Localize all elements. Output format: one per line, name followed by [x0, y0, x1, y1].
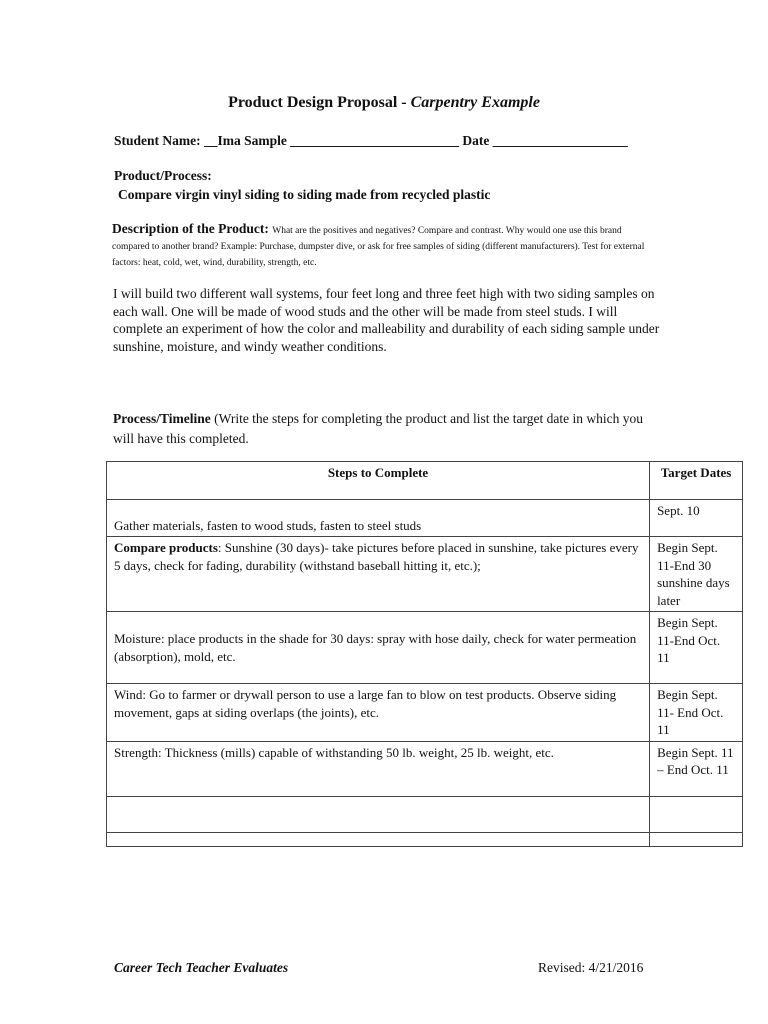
- step-bold-label: Compare products: [114, 540, 218, 555]
- step-cell: Wind: Go to farmer or drywall person to use a large fan to blow on test products. Observe siding movement, gaps at siding overlaps (the joints), etc.: [107, 684, 650, 742]
- table-row: [107, 612, 743, 684]
- title-main: Product Design Proposal -: [228, 94, 411, 111]
- table-row: [107, 500, 743, 537]
- date-cell: Begin Sept. 11-End 30 sunshine days later: [650, 537, 743, 612]
- table-row: [107, 832, 743, 846]
- student-name-line: Student Name: __Ima Sample _________________________ Date ____________________: [114, 133, 628, 148]
- date-cell: Begin Sept. 11- End Oct. 11: [650, 684, 743, 742]
- table-row: [107, 684, 743, 742]
- description-label: Description of the Product: [112, 221, 265, 236]
- product-process-label: Product/Process:: [114, 168, 212, 183]
- date-cell: Begin Sept. 11 – End Oct. 11: [650, 741, 743, 796]
- header-target-dates: Target Dates: [650, 462, 743, 500]
- step-cell: [107, 537, 650, 612]
- table-row: [107, 741, 743, 796]
- step-cell: Strength: Thickness (mills) capable of withstanding 50 lb. weight, 25 lb. weight, etc.: [107, 741, 650, 796]
- description-colon: :: [264, 221, 273, 236]
- step-cell: [107, 796, 650, 832]
- description-text: What are the positives and negatives? Compare and contrast. Why would one use this brand compared to another brand? Example: Purchase, dumpster dive, or ask for free samples of siding (different manufacturers). Test for external factors: heat, cold, wet, wind, durability, strength, etc.: [112, 226, 645, 268]
- footer-revised-date: Revised: 4/21/2016: [538, 960, 644, 975]
- step-cell: Gather materials, fasten to wood studs, fasten to steel studs: [107, 500, 650, 537]
- header-steps: Steps to Complete: [107, 462, 650, 500]
- date-cell: [650, 796, 743, 832]
- date-cell: [650, 832, 743, 846]
- step-cell: Moisture: place products in the shade for 30 days: spray with hose daily, check for water permeation (absorption), mold, etc.: [107, 612, 650, 684]
- plan-paragraph: I will build two different wall systems, four feet long and three feet high with two siding samples on each wall. One will be made of wood studs and the other will be made from steel studs. I will complete an experiment of how the color and malleability and durability of each siding sample under sunshine, moisture, and windy weather conditions.: [113, 286, 660, 354]
- process-timeline-text: (Write the steps for completing the product and list the target date in which you will have this completed.: [113, 411, 643, 446]
- footer-evaluator: Career Tech Teacher Evaluates: [114, 960, 289, 975]
- title-italic: Carpentry Example: [410, 94, 540, 111]
- process-timeline: [113, 409, 663, 449]
- date-cell: Begin Sept. 11-End Oct. 11: [650, 612, 743, 684]
- table-row: [107, 796, 743, 832]
- document-title: [0, 94, 768, 112]
- step-text: : Sunshine (30 days)- take pictures before placed in sunshine, take pictures every 5 days, check for fading, durability (withstand baseball hitting it, etc.);: [114, 540, 639, 573]
- product-process-text: Compare virgin vinyl siding to siding made from recycled plastic: [118, 187, 491, 202]
- table-row: [107, 537, 743, 612]
- steps-table: [106, 461, 743, 847]
- description-block: [112, 222, 652, 270]
- date-cell: Sept. 10: [650, 500, 743, 537]
- step-cell: [107, 832, 650, 846]
- table-header-row: [107, 462, 743, 500]
- process-timeline-label: Process/Timeline: [113, 411, 211, 426]
